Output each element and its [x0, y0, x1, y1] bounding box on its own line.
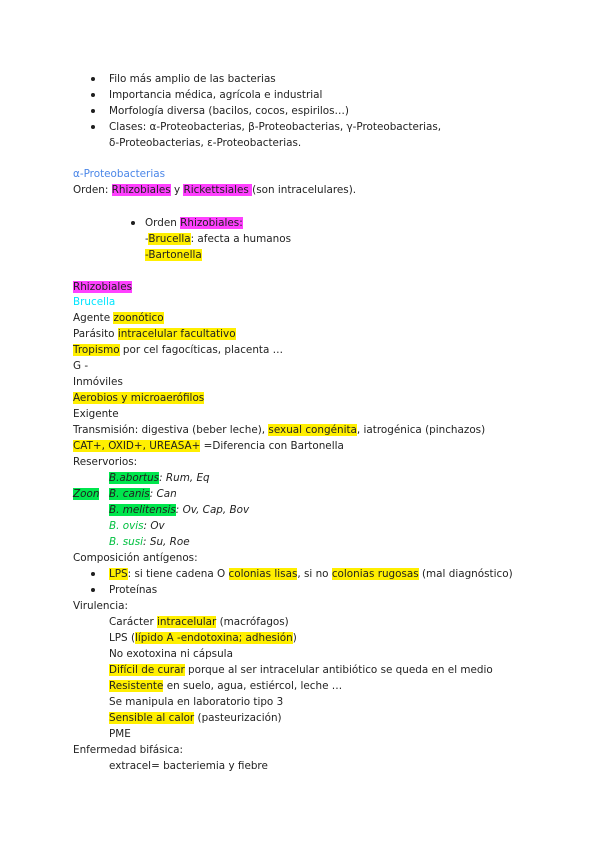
text: , si no [297, 568, 332, 580]
rhizobiales-heading [73, 280, 132, 294]
transmision-line [73, 423, 485, 437]
text: ) [292, 632, 297, 644]
virulencia-item: Se manipula en laboratorio tipo 3 [109, 696, 284, 708]
zoon-label [73, 487, 99, 501]
text: Parásito [73, 328, 118, 340]
highlight: Sensible al calor [109, 712, 195, 724]
text: (pasteurización) [194, 712, 282, 724]
hosts: : Can [149, 488, 177, 500]
highlight: lípido A -endotoxina; adhesión [135, 632, 293, 644]
reservoir-item [109, 519, 165, 533]
species: B. melitensis [109, 504, 176, 516]
cat-line [73, 439, 344, 453]
orden-line [73, 183, 356, 197]
highlight: colonias rugosas [331, 568, 419, 580]
inmoviles-line: Inmóviles [73, 376, 123, 388]
exigente-line: Exigente [73, 408, 119, 420]
species: B. ovis [109, 520, 144, 532]
virulencia-item [109, 663, 493, 677]
hosts: : Ov [143, 520, 165, 532]
text: Zoon [73, 488, 100, 500]
text: , iatrogénica (pinchazos) [356, 424, 486, 436]
virulencia-title: Virulencia: [73, 600, 128, 612]
virulencia-item: PME [109, 728, 131, 740]
list-item: Importancia médica, agrícola e industrial [109, 89, 323, 101]
virulencia-item [109, 631, 297, 645]
gram-line: G - [73, 360, 89, 372]
reservoir-item [109, 487, 177, 501]
text: Rhizobiales [73, 281, 133, 293]
list-item: Clases: α-Proteobacterias, β-Proteobacterias, γ-Proteobacterias, [109, 121, 442, 133]
parasito-line [73, 327, 236, 341]
brucella-heading: Brucella [73, 296, 116, 308]
text: y [170, 184, 184, 196]
text: Transmisión: digestiva (beber leche), [73, 424, 269, 436]
bullet-icon [91, 125, 95, 129]
hosts: : Rum, Eq [159, 472, 210, 484]
sub-orden-line [145, 216, 243, 230]
bullet-icon [91, 93, 95, 97]
highlight: Difícil de curar [109, 664, 185, 676]
highlight: LPS [109, 568, 128, 580]
reservoir-item [109, 535, 190, 549]
text: (mal diagnóstico) [418, 568, 513, 580]
highlight: intracelular [157, 616, 217, 628]
text: Bartonella [148, 249, 202, 261]
reservoir-item [109, 503, 249, 517]
text: =Diferencia con Bartonella [200, 440, 344, 452]
reservorios-title: Reservorios: [73, 456, 138, 468]
text: (macrófagos) [216, 616, 289, 628]
text: - [145, 249, 149, 261]
highlight: colonias lisas [228, 568, 298, 580]
text: en suelo, agua, estiércol, leche … [163, 680, 343, 692]
species: B. canis [109, 488, 150, 500]
text: : afecta a humanos [190, 233, 291, 245]
list-item: Morfología diversa (bacilos, cocos, espirilos…) [109, 105, 349, 117]
hosts: : Ov, Cap, Bov [175, 504, 250, 516]
highlight-bartonella [145, 249, 202, 261]
species: B.abortus [109, 472, 160, 484]
text: - [145, 233, 149, 245]
highlight-rickettsiales: Rickettsiales [183, 184, 253, 196]
list-item: Filo más amplio de las bacterias [109, 73, 276, 85]
bullet-icon [91, 77, 95, 81]
proteinas-item: Proteínas [109, 584, 158, 596]
enfermedad-title: Enfermedad bifásica: [73, 744, 184, 756]
agente-line [73, 311, 164, 325]
text: Orden [145, 217, 181, 229]
highlight: intracelular facultativo [117, 328, 236, 340]
highlight: Resistente [109, 680, 164, 692]
highlight: CAT+, OXID+, UREASA+ [73, 440, 201, 452]
bullet-icon [131, 221, 135, 225]
text: Agente [73, 312, 114, 324]
bullet-icon [91, 572, 95, 576]
virulencia-item: No exotoxina ni cápsula [109, 648, 233, 660]
aerobios-line [73, 391, 204, 405]
text: : si tiene cadena O [127, 568, 229, 580]
text: LPS ( [109, 632, 136, 644]
bartonella-line [145, 248, 202, 262]
bullet-icon [91, 588, 95, 592]
enfermedad-item: extracel= bacteriemia y fiebre [109, 760, 268, 772]
hosts: : Su, Roe [143, 536, 190, 548]
text: Carácter [109, 616, 158, 628]
highlight-brucella: Brucella [148, 233, 191, 245]
highlight: zoonótico [113, 312, 164, 324]
highlight: Aerobios y microaerófilos [73, 392, 205, 404]
virulencia-item [109, 679, 342, 693]
virulencia-item [109, 615, 289, 629]
list-item-continuation: δ-Proteobacterias, ε-Proteobacterias. [109, 137, 302, 149]
tropismo-line [73, 343, 283, 357]
highlight-rhizobiales: Rhizobiales [111, 184, 171, 196]
text: porque al ser intracelular antibiótico se queda en el medio [184, 664, 493, 676]
text: Orden: [73, 184, 112, 196]
species: B. susi [109, 536, 144, 548]
virulencia-item [109, 711, 282, 725]
highlight: sexual congénita [268, 424, 357, 436]
reservoir-item [109, 471, 210, 485]
bullet-icon [91, 109, 95, 113]
highlight: Tropismo [73, 344, 120, 356]
highlight-rhizobiales: Rhizobiales: [180, 217, 243, 229]
text: por cel fagocíticas, placenta … [119, 344, 284, 356]
section-heading: α-Proteobacterias [73, 168, 165, 180]
brucella-line [145, 232, 291, 246]
text: (son intracelulares). [252, 184, 357, 196]
composicion-title: Composición antígenos: [73, 552, 198, 564]
lps-item [109, 567, 513, 581]
